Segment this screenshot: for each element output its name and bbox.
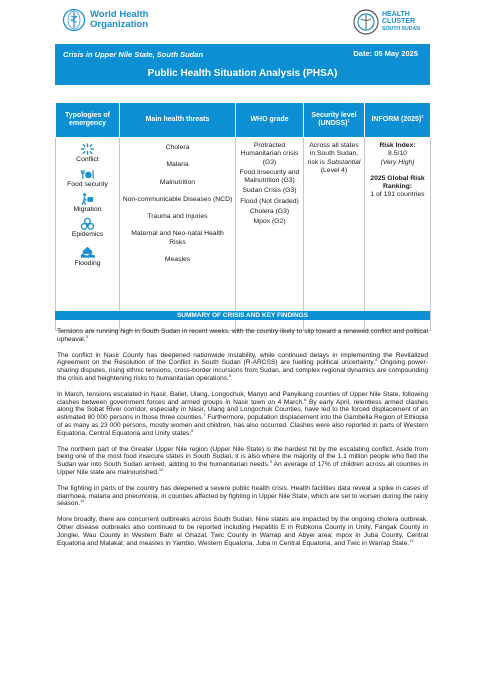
typology-label: Migration xyxy=(73,206,102,213)
paragraph-text: By early April, relentless armed clashes along the Sobat River corridor, especially in Nasir, Ulang and Longochuk Counties, have led to the forced displacement of an estimated 80 000 persons in those three counties. xyxy=(57,398,429,422)
crisis-label: Crisis in Upper Nile State, South Sudan xyxy=(63,50,204,59)
risk-index-value: 8.5/10 xyxy=(388,150,407,158)
paragraph-text: Tensions are running high in South Sudan in recent weeks, with the country likely to slip toward a renewed conflict and political upheaval. xyxy=(57,328,428,343)
footnote-ref: 3 xyxy=(85,333,88,339)
paragraph-text: The fighting in parts of the country has deepened a severe public health crisis. Health facilities data reveal a spike in cases of diarrhoea, malaria and pneumonia, in counties affected by fighting in Upper Nile State, which are set to worsen during the rainy season. xyxy=(57,484,428,508)
footnote-ref: 10 xyxy=(158,466,164,472)
paragraph-text: In March, tensions escalated in Nasir, Baliet, Ulang, Longochuk, Manyo and Panyikang counties of Upper Nile State, following clashes between government forces and armed groups in Nasir town on 4 March. xyxy=(57,390,428,406)
footnote-ref: 9 xyxy=(269,458,272,464)
threat-item: Cholera xyxy=(165,144,190,151)
risk-index-desc: (Very High) xyxy=(380,158,415,166)
food-security-icon xyxy=(80,167,95,181)
summary-paragraph xyxy=(57,446,428,477)
paragraph-text: The northern part of the Greater Upper Nile region (Upper Nile State) is the hardest hit by the escalating conflict. Aside from being one of the most food insecure states in South Sudan, it is also where the majority of the 1.1 million people who fled the Sudan war into South Sudan arrived, adding to the humanitarian needs. xyxy=(57,445,428,469)
summary-paragraph xyxy=(57,352,428,383)
header-typologies: Typologies of emergency xyxy=(56,103,120,138)
security-level-number: (Level 4) xyxy=(320,166,348,174)
who-grade-cell xyxy=(236,138,304,331)
migration-icon xyxy=(80,192,95,206)
who-grade-item: Food Insecurity and Malnutrition (G3) xyxy=(239,168,300,185)
footnote-ref: 8 xyxy=(191,427,194,433)
summary-section-title: SUMMARY OF CRISIS AND KEY FINDINGS xyxy=(55,311,430,320)
typology-label: Conflict xyxy=(76,156,99,163)
who-grade-item: Cholera (G3) xyxy=(249,208,290,216)
inform-cell xyxy=(365,138,431,331)
health-cluster-emblem-icon xyxy=(353,9,379,35)
footnote-ref: 12 xyxy=(409,537,414,543)
risk-index-label: Risk Index: xyxy=(379,142,416,149)
explosion-icon xyxy=(80,142,95,156)
who-grade-item: Protracted Humanitarian crisis (G3) xyxy=(240,142,299,166)
health-cluster-logo xyxy=(353,9,420,35)
header-threats: Main health threats xyxy=(120,103,236,138)
who-name-line1: World Health xyxy=(90,9,149,20)
header-security-footnote: 1 xyxy=(347,117,350,123)
document-title: Public Health Situation Analysis (PHSA) xyxy=(147,68,338,79)
who-grade-item: Sudan Crisis (G3) xyxy=(242,187,297,195)
typology-epidemics xyxy=(58,217,117,239)
title-banner xyxy=(55,44,430,85)
who-grade-item: Flood (Not Graded) xyxy=(240,197,299,205)
health-cluster-line3: SOUTH SUDAN xyxy=(382,25,421,32)
paragraph-text: The conflict in Nasir County has deepened nationwide instability, while continued delays in implementing the Revitalized Agreement on the Resolution of the Conflict in South Sudan (R-ARCSS) are fuelling political uncertainty. xyxy=(57,351,428,367)
paragraph-text: Furthermore, population displacement into the Gambella Region of Ethiopia of as many as 23 000 persons, mostly women and children, has also occurred. Clashes were also reported in parts of Western Equatoria, Central Equatoria and Unity states. xyxy=(57,414,428,437)
threat-item: Maternal and Neo-natal Health Risks xyxy=(131,230,224,246)
typology-flooding xyxy=(58,242,117,268)
typology-label: Epidemics xyxy=(71,231,104,238)
typology-conflict xyxy=(58,142,117,164)
who-grade-item: Mpox (G2) xyxy=(253,218,286,226)
summary-paragraph xyxy=(57,391,428,438)
footnote-ref: 6 xyxy=(304,396,307,402)
header-security xyxy=(304,103,365,138)
header-who-grade: WHO grade xyxy=(236,103,304,138)
footnote-ref: 4 xyxy=(374,357,378,363)
header-inform xyxy=(365,103,431,138)
table-body-row xyxy=(56,138,431,331)
flood-icon xyxy=(80,242,95,260)
who-emblem-icon xyxy=(62,8,86,32)
summary-paragraph xyxy=(57,516,428,547)
security-level: Substantial xyxy=(326,158,361,166)
threat-item: Non-communicable Diseases (NCD) xyxy=(122,195,233,203)
threat-item: Trauma and Injuries xyxy=(147,213,208,221)
header-inform-footnote: 2 xyxy=(421,113,424,119)
summary-paragraph xyxy=(57,328,428,344)
biohazard-icon xyxy=(80,217,95,231)
typology-migration xyxy=(58,192,117,214)
security-text: Across all states in South Sudan, risk is xyxy=(307,142,359,166)
footnote-ref: 11 xyxy=(80,498,85,504)
header-inform-text: INFORM (2025) xyxy=(371,115,422,123)
who-name-line2: Organization xyxy=(90,19,149,30)
footnote-ref: 5 xyxy=(228,372,232,378)
global-ranking-value: 1 of 191 countries xyxy=(370,191,425,199)
security-cell xyxy=(304,138,365,331)
situation-table xyxy=(55,102,431,331)
footnote-ref: 7 xyxy=(203,411,206,417)
summary-paragraph xyxy=(57,485,428,508)
threat-item: Malnutrition xyxy=(159,178,196,186)
who-logo xyxy=(62,8,148,32)
paragraph-text: More broadly, there are concurrent outbreaks across South Sudan. Nine states are impacted by the ongoing cholera outbreak. Other disease outbreaks also continued to be reported including Hepatitis E in Rubkona County in Unity, Fangak County in Jonglei, Wau County in Western Bahr el Ghazal, Twic County in Warrap and Abyei area; mpox in Juba County, Central Equatoria and Malakal; and measles in Yambio, Western Equatoria, Juba in Central Equatoria, and Twic in Warrap State. xyxy=(57,516,428,547)
typologies-cell xyxy=(56,138,120,331)
typology-food-security xyxy=(58,167,117,189)
typology-label: Food security xyxy=(67,181,108,188)
threats-cell xyxy=(120,138,236,331)
threat-item: Measles xyxy=(164,256,191,264)
header-security-text: Security level (UNDSS) xyxy=(311,111,357,127)
global-ranking-label: 2025 Global Risk Ranking: xyxy=(370,174,425,191)
paragraph-text: An average of 17% of children across all counties in Upper Nile state are malnourished. xyxy=(57,461,428,476)
typology-label: Flooding xyxy=(74,260,101,267)
paragraph-text: Ongoing power-sharing disputes, rising ethnic tensions, cross-border incursions from Sudan, and complex regional dynamics are compounding the crisis and heightening risks to humanitarian operations. xyxy=(57,359,429,382)
summary-body xyxy=(57,328,428,555)
report-date: Date: 05 May 2025 xyxy=(353,49,418,58)
health-cluster-line1: HEALTH xyxy=(382,10,410,18)
table-header-row xyxy=(56,103,431,138)
threat-item: Malaria xyxy=(166,161,189,169)
health-cluster-line2: CLUSTER xyxy=(382,18,416,26)
